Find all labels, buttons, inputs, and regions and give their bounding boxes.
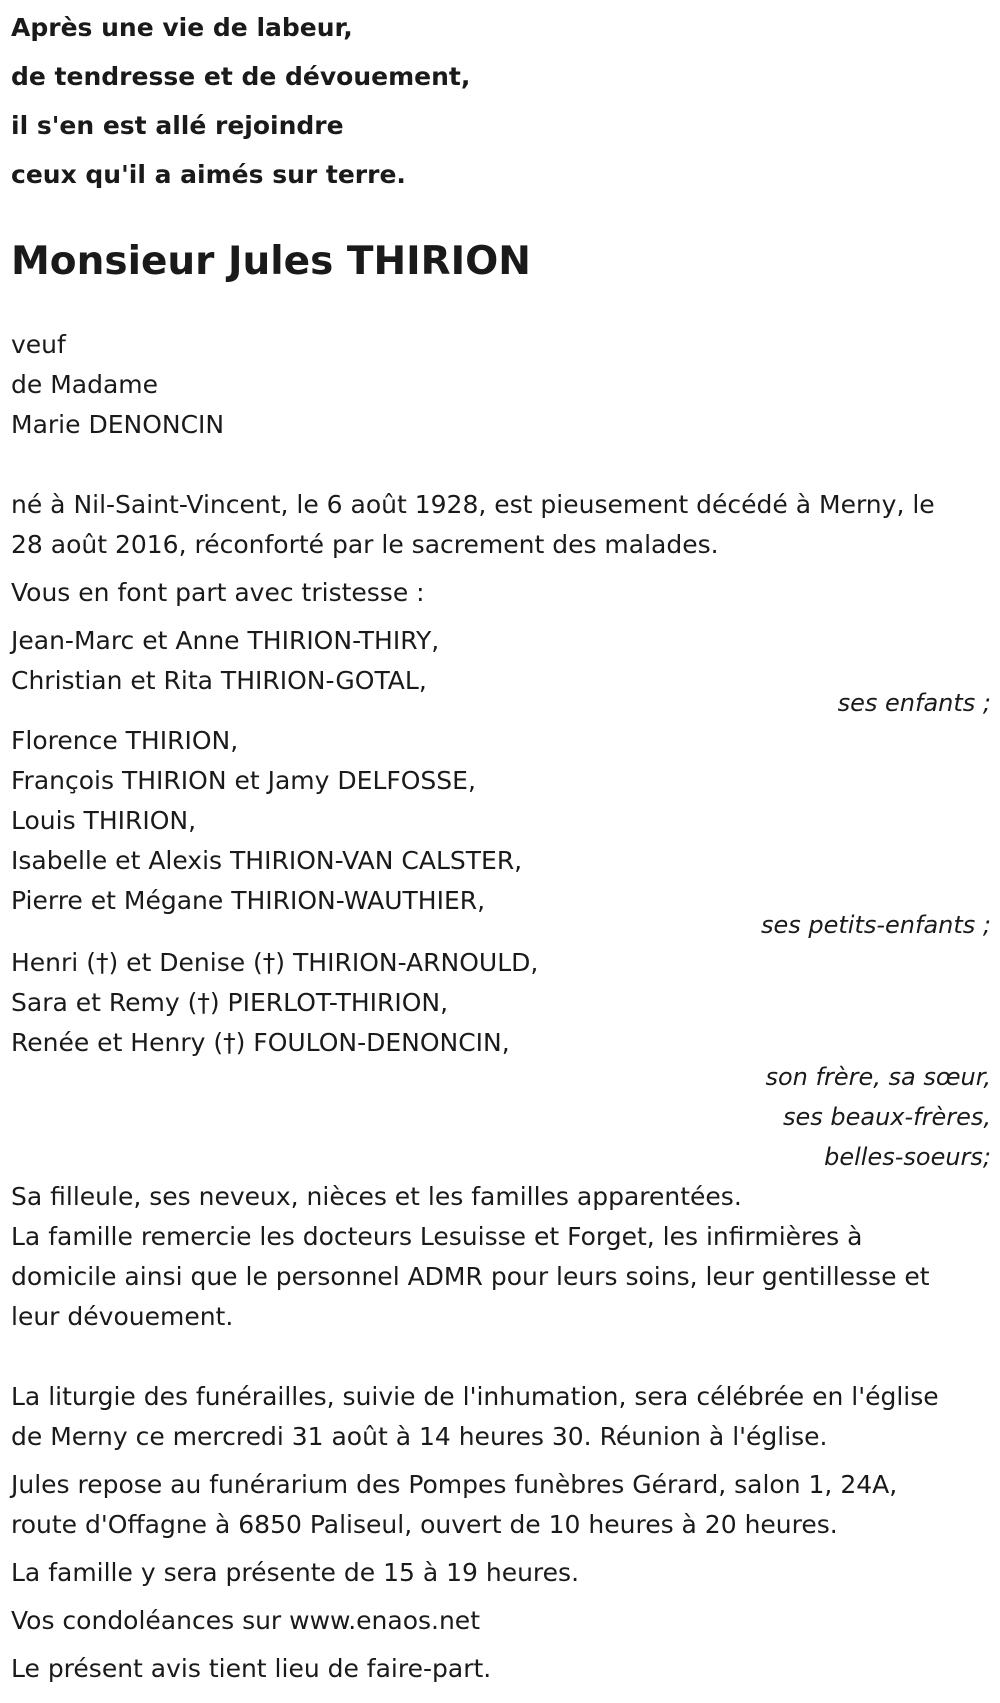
list-item: Sara et Remy (†) PIERLOT-THIRION, (11, 988, 449, 1017)
notice-text: Le présent avis tient lieu de faire-part. (11, 1654, 492, 1683)
intro-verse (11, 0, 991, 199)
list-item: Renée et Henry (†) FOULON-DENONCIN, (11, 1028, 510, 1057)
family-line: domicile ainsi que le personnel ADMR pour leurs soins, leur gentillesse et (11, 1262, 930, 1291)
presence-text: La famille y sera présente de 15 à 19 heures. (11, 1558, 580, 1587)
funerarium-line: route d'Offagne à 6850 Paliseul, ouvert de 10 heures à 20 heures. (11, 1510, 838, 1539)
grandchildren-list (11, 721, 991, 921)
list-item: Jean-Marc et Anne THIRION-THIRY, (11, 626, 440, 655)
family-line: leur dévouement. (11, 1302, 234, 1331)
spouse-line: Marie DENONCIN (11, 410, 225, 439)
spouse-line: veuf (11, 330, 66, 359)
list-item: Isabelle et Alexis THIRION-VAN CALSTER, (11, 846, 523, 875)
relation-line: belles-soeurs; (824, 1143, 991, 1171)
intro-line: de tendresse et de dévouement, (11, 62, 471, 91)
funerarium-paragraph (11, 1465, 991, 1545)
funerarium-line: Jules repose au funérarium des Pompes funèbres Gérard, salon 1, 24A, (11, 1470, 898, 1499)
condolences-text: Vos condoléances sur www.enaos.net (11, 1606, 480, 1635)
list-item: Henri (†) et Denise (†) THIRION-ARNOULD, (11, 948, 539, 977)
children-relation: ses enfants ; (837, 689, 991, 717)
intro-line: il s'en est allé rejoindre (11, 111, 344, 140)
list-item: Florence THIRION, (11, 726, 239, 755)
spouse-info (11, 325, 991, 445)
relation-line: son frère, sa sœur, (765, 1063, 991, 1091)
liturgy-line: La liturgie des funérailles, suivie de l'inhumation, sera célébrée en l'église (11, 1382, 939, 1411)
liturgy-line: de Merny ce mercredi 31 août à 14 heures 30. Réunion à l'église. (11, 1422, 828, 1451)
obituary-notice (11, 0, 991, 1689)
list-item: François THIRION et Jamy DELFOSSE, (11, 766, 476, 795)
liturgy-paragraph (11, 1377, 991, 1457)
family-line: Sa filleule, ses neveux, nièces et les familles apparentées. (11, 1182, 742, 1211)
spouse-line: de Madame (11, 370, 159, 399)
announce-text: Vous en font part avec tristesse : (11, 578, 425, 607)
birth-death-paragraph (11, 485, 991, 565)
list-item: Pierre et Mégane THIRION-WAUTHIER, (11, 886, 486, 915)
birth-death-line: 28 août 2016, réconforté par le sacrement des malades. (11, 530, 719, 559)
list-item: Louis THIRION, (11, 806, 197, 835)
birth-death-line: né à Nil-Saint-Vincent, le 6 août 1928, est pieusement décédé à Merny, le (11, 490, 935, 519)
family-paragraph (11, 1177, 991, 1337)
relation-line: ses beaux-frères, (782, 1103, 991, 1131)
intro-line: Après une vie de labeur, (11, 13, 353, 42)
deceased-name: Monsieur Jules THIRION (11, 239, 531, 284)
grandchildren-relation: ses petits-enfants ; (760, 911, 991, 939)
list-item: Christian et Rita THIRION-GOTAL, (11, 666, 427, 695)
siblings-list (11, 943, 991, 1063)
intro-line: ceux qu'il a aimés sur terre. (11, 160, 406, 189)
siblings-relation (11, 1057, 991, 1177)
family-line: La famille remercie les docteurs Lesuisse et Forget, les infirmières à (11, 1222, 863, 1251)
